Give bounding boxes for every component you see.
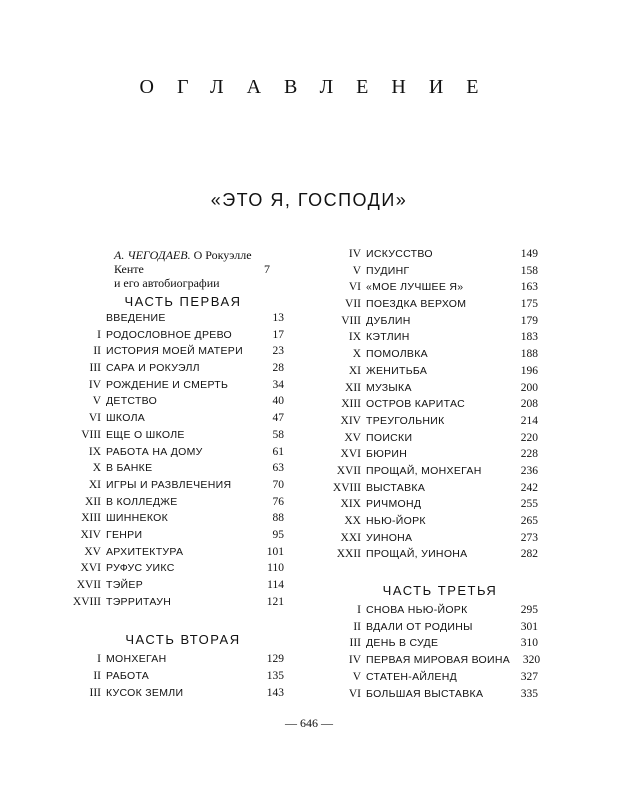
chapter-page-number: 320 <box>522 654 541 667</box>
toc-entry[interactable] <box>70 512 284 529</box>
toc-entry[interactable] <box>70 653 284 670</box>
toc-entry[interactable] <box>330 671 538 688</box>
chapter-number: XV <box>344 431 361 444</box>
chapter-number: XXI <box>340 531 361 544</box>
chapter-title: САРА И РОКУЭЛЛ <box>106 362 200 375</box>
chapter-number: XII <box>85 495 101 508</box>
chapter-page-number: 236 <box>520 464 538 477</box>
toc-entry[interactable] <box>330 382 538 399</box>
chapter-title: УИНОНА <box>366 531 413 544</box>
chapter-page-number: 149 <box>520 248 538 260</box>
chapter-title: БЮРИН <box>366 448 408 461</box>
chapter-page-number: 214 <box>520 414 538 427</box>
toc-entry[interactable] <box>330 281 538 298</box>
toc-entry[interactable] <box>70 579 284 596</box>
chapter-number: XX <box>344 515 361 527</box>
chapter-number: VII <box>345 298 361 311</box>
toc-entry[interactable] <box>70 329 284 346</box>
chapter-page-number: 13 <box>272 312 284 324</box>
toc-entry[interactable] <box>70 596 284 613</box>
preface-page-number: 7 <box>264 262 270 276</box>
chapter-title: «МОЕ ЛУЧШЕЕ Я» <box>366 281 464 294</box>
chapter-number: XIV <box>80 528 101 541</box>
chapter-title: ОСТРОВ КАРИТАС <box>366 398 465 411</box>
toc-entry[interactable] <box>330 482 538 499</box>
chapter-page-number: 63 <box>272 462 284 475</box>
chapter-title: ДЕТСТВО <box>106 395 158 408</box>
chapter-title: ИСТОРИЯ МОЕЙ МАТЕРИ <box>106 345 243 358</box>
chapter-title: ТЭЙЕР <box>106 579 144 591</box>
chapter-number: III <box>89 686 101 699</box>
toc-entry[interactable] <box>330 448 538 465</box>
chapter-number: I <box>97 328 101 341</box>
chapter-page-number: 335 <box>520 687 538 700</box>
toc-entry[interactable] <box>330 465 538 482</box>
toc-entry[interactable] <box>330 298 538 315</box>
chapter-title: БОЛЬШАЯ ВЫСТАВКА <box>366 687 484 700</box>
chapter-page-number: 40 <box>272 395 284 408</box>
toc-entry[interactable] <box>330 432 538 449</box>
chapter-title: ИСКУССТВО <box>366 248 433 260</box>
chapter-number: XI <box>88 478 101 491</box>
toc-entry[interactable] <box>70 670 284 687</box>
toc-entry[interactable] <box>70 379 284 396</box>
chapter-number: XVIII <box>332 481 361 494</box>
chapter-title: МУЗЫКА <box>366 381 412 394</box>
chapter-title: КУСОК ЗЕМЛИ <box>106 686 184 699</box>
chapter-page-number: 88 <box>272 512 284 525</box>
chapter-number: XVII <box>336 464 361 477</box>
part-one-list <box>70 312 284 612</box>
chapter-title: ВВЕДЕНИЕ <box>106 312 166 324</box>
chapter-number: XVIII <box>72 595 101 608</box>
chapter-title: РОДОСЛОВНОЕ ДРЕВО <box>106 328 232 341</box>
toc-entry[interactable] <box>330 248 538 265</box>
chapter-number: IX <box>88 445 101 458</box>
chapter-page-number: 327 <box>520 670 538 683</box>
chapter-page-number: 28 <box>272 362 284 375</box>
chapter-page-number: 265 <box>520 515 538 527</box>
chapter-number: IV <box>88 378 101 391</box>
chapter-title: ЖЕНИТЬБА <box>366 364 428 377</box>
chapter-number: V <box>352 670 361 683</box>
chapter-title: ПРОЩАЙ, МОНХЕГАН <box>366 464 482 477</box>
chapter-number: V <box>92 395 101 408</box>
chapter-number: V <box>352 264 361 277</box>
toc-entry[interactable] <box>70 429 284 446</box>
toc-entry[interactable] <box>70 562 284 579</box>
chapter-page-number: 143 <box>266 686 284 699</box>
chapter-page-number: 273 <box>520 531 538 544</box>
chapter-title: ИГРЫ И РАЗВЛЕЧЕНИЯ <box>106 478 232 491</box>
page-heading: ОГЛАВЛЕНИЕ <box>139 76 502 98</box>
chapter-title: ДУБЛИН <box>366 314 411 327</box>
preface-title-line2: и его автобиографии <box>114 276 220 290</box>
chapter-page-number: 282 <box>520 548 538 561</box>
toc-entry[interactable] <box>330 415 538 432</box>
chapter-page-number: 295 <box>520 604 538 617</box>
toc-entry[interactable] <box>330 398 538 415</box>
chapter-page-number: 255 <box>520 498 538 511</box>
chapter-title: В БАНКЕ <box>106 462 153 475</box>
toc-entry[interactable] <box>330 348 538 365</box>
toc-entry[interactable] <box>330 637 538 654</box>
chapter-page-number: 95 <box>272 528 284 541</box>
chapter-page-number: 34 <box>272 378 284 391</box>
toc-entry[interactable] <box>70 395 284 412</box>
chapter-number: VIII <box>341 314 361 327</box>
chapter-number: I <box>357 604 361 617</box>
toc-entry[interactable] <box>330 365 538 382</box>
toc-entry[interactable] <box>330 621 538 638</box>
chapter-number: II <box>353 620 361 633</box>
chapter-title: СНОВА НЬЮ-ЙОРК <box>366 604 468 617</box>
chapter-number: XVII <box>76 579 101 591</box>
chapter-title: ДЕНЬ В СУДЕ <box>366 637 439 650</box>
preface-entry[interactable] <box>114 248 284 290</box>
chapter-number: VIII <box>81 428 101 441</box>
chapter-number: IX <box>348 331 361 344</box>
toc-entry[interactable] <box>330 265 538 282</box>
preface-title-line1: О Рокуэлле Кенте <box>114 248 252 276</box>
part-three-list <box>330 604 541 704</box>
chapter-number: I <box>97 653 101 666</box>
chapter-page-number: 175 <box>520 298 538 311</box>
part-one-title: ЧАСТЬ ПЕРВАЯ <box>124 294 242 309</box>
chapter-page-number: 61 <box>272 445 284 458</box>
page-number: — 646 — <box>285 716 333 730</box>
chapter-title: АРХИТЕКТУРА <box>106 545 184 558</box>
toc-entry[interactable] <box>330 315 538 332</box>
toc-entry[interactable] <box>70 496 284 513</box>
toc-entry[interactable] <box>70 529 284 546</box>
chapter-page-number: 179 <box>520 314 538 327</box>
toc-entry[interactable] <box>330 515 538 532</box>
chapter-number: XVI <box>340 448 361 461</box>
toc-entry[interactable] <box>70 687 284 704</box>
chapter-page-number: 163 <box>520 281 538 294</box>
chapter-title: В КОЛЛЕДЖЕ <box>106 495 178 508</box>
toc-entry[interactable] <box>70 462 284 479</box>
preface-author: А. ЧЕГОДАЕВ. <box>114 248 191 262</box>
chapter-page-number: 196 <box>520 364 538 377</box>
toc-entry[interactable] <box>330 604 538 621</box>
chapter-number: VI <box>88 412 101 425</box>
chapter-page-number: 188 <box>520 348 538 361</box>
chapter-number: IV <box>348 248 361 260</box>
toc-entry[interactable] <box>330 548 538 565</box>
chapter-page-number: 129 <box>266 653 284 666</box>
chapter-page-number: 23 <box>272 345 284 358</box>
chapter-number: II <box>93 670 101 683</box>
chapter-page-number: 200 <box>520 381 538 394</box>
chapter-title: ПОИСКИ <box>366 431 413 444</box>
chapter-number: III <box>89 362 101 375</box>
chapter-page-number: 114 <box>267 579 284 591</box>
toc-entry[interactable] <box>70 446 284 463</box>
toc-entry[interactable] <box>330 331 538 348</box>
chapter-title: ПЕРВАЯ МИРОВАЯ ВОИНА <box>366 654 511 667</box>
chapter-title: ШИННЕКОК <box>106 512 169 525</box>
chapter-page-number: 70 <box>272 478 284 491</box>
chapter-number: XIV <box>340 414 361 427</box>
toc-right-column <box>330 248 541 704</box>
chapter-page-number: 58 <box>272 428 284 441</box>
chapter-page-number: 110 <box>267 562 284 575</box>
chapter-page-number: 228 <box>520 448 538 461</box>
chapter-title: РИЧМОНД <box>366 498 422 511</box>
chapter-number: III <box>349 637 361 650</box>
chapter-page-number: 183 <box>520 331 538 344</box>
chapter-title: ПОЕЗДКА ВЕРХОМ <box>366 298 467 311</box>
toc-entry[interactable] <box>70 546 284 563</box>
chapter-number: XV <box>84 545 101 558</box>
chapter-title: ПУДИНГ <box>366 264 410 277</box>
chapter-title: РАБОТА <box>106 670 150 683</box>
toc-entry[interactable] <box>330 532 538 549</box>
chapter-title: МОНХЕГАН <box>106 653 167 666</box>
chapter-title: РАБОТА НА ДОМУ <box>106 445 203 458</box>
chapter-number: XII <box>345 381 361 394</box>
toc-entry[interactable] <box>70 479 284 496</box>
chapter-page-number: 301 <box>520 620 538 633</box>
chapter-number: XVI <box>80 562 101 575</box>
chapter-number: X <box>352 348 361 361</box>
chapter-page-number: 121 <box>266 595 284 608</box>
chapter-page-number: 101 <box>266 545 284 558</box>
toc-entry[interactable] <box>330 654 541 671</box>
chapter-number: XIII <box>341 398 361 411</box>
chapter-number: XI <box>348 364 361 377</box>
chapter-title: ТРЕУГОЛЬНИК <box>366 414 445 427</box>
chapter-title: НЬЮ-ЙОРК <box>366 515 426 527</box>
chapter-number: VI <box>348 281 361 294</box>
chapter-number: XXII <box>336 548 361 561</box>
chapter-title: ЕЩЕ О ШКОЛЕ <box>106 428 185 441</box>
chapter-number: XIX <box>340 498 361 511</box>
chapter-page-number: 208 <box>520 398 538 411</box>
chapter-title: ТЭРРИТАУН <box>106 595 172 608</box>
chapter-title: ВЫСТАВКА <box>366 481 426 494</box>
chapter-page-number: 310 <box>520 637 538 650</box>
chapter-page-number: 220 <box>520 431 538 444</box>
chapter-title: ПОМОЛВКА <box>366 348 428 361</box>
chapter-page-number: 158 <box>520 264 538 277</box>
chapter-title: ВДАЛИ ОТ РОДИНЫ <box>366 620 473 633</box>
chapter-page-number: 76 <box>272 495 284 508</box>
toc-entry[interactable] <box>70 412 284 429</box>
toc-entry[interactable] <box>330 498 538 515</box>
toc-entry[interactable] <box>70 312 284 329</box>
toc-entry[interactable] <box>70 345 284 362</box>
toc-entry[interactable] <box>70 362 284 379</box>
chapter-page-number: 47 <box>272 412 284 425</box>
chapter-title: СТАТЕН-АЙЛЕНД <box>366 670 458 683</box>
chapter-page-number: 17 <box>272 328 284 341</box>
part-three-title: ЧАСТЬ ТРЕТЬЯ <box>382 583 498 599</box>
part-two-list-b <box>330 248 538 565</box>
toc-entry[interactable] <box>330 688 538 705</box>
chapter-page-number: 135 <box>266 670 284 683</box>
chapter-title: ШКОЛА <box>106 412 146 425</box>
book-title: «ЭТО Я, ГОСПОДИ» <box>210 190 408 210</box>
chapter-title: РОЖДЕНИЕ И СМЕРТЬ <box>106 378 229 391</box>
chapter-title: РУФУС УИКС <box>106 562 175 575</box>
chapter-number: X <box>92 462 101 475</box>
chapter-number: II <box>93 345 101 358</box>
chapter-title: ГЕНРИ <box>106 528 143 541</box>
toc-left-column <box>70 248 284 703</box>
chapter-title: КЭТЛИН <box>366 331 410 344</box>
part-two-title: ЧАСТЬ ВТОРАЯ <box>125 632 241 648</box>
chapter-title: ПРОЩАЙ, УИНОНА <box>366 548 468 561</box>
chapter-page-number: 242 <box>520 481 538 494</box>
chapter-number: XIII <box>81 512 101 525</box>
chapter-number: VI <box>348 687 361 700</box>
part-two-list-a <box>70 653 284 703</box>
chapter-number: IV <box>348 654 361 667</box>
